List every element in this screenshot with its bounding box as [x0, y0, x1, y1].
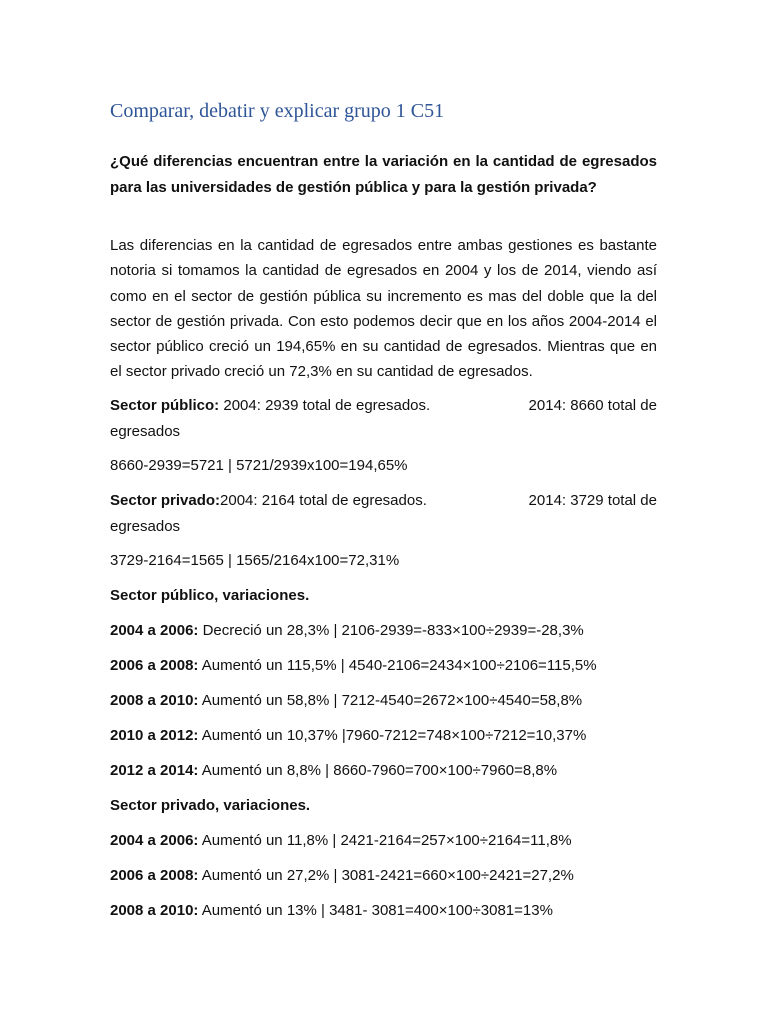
var-publico-row: 2010 a 2012: Aumentó un 10,37% |7960-7212=748×100÷7212=10,37%: [110, 727, 587, 744]
var-privado-heading: Sector privado, variaciones.: [110, 797, 311, 814]
privado-2014: 2014: 3729 total de: [528, 492, 657, 509]
question-text: ¿Qué diferencias encuentran entre la variación en la cantidad de egresados para las universidades de gestión pública y para la gestión privada?: [110, 153, 657, 196]
sector-privado-summary: [110, 491, 657, 537]
sector-publico-label: Sector público:: [110, 397, 220, 414]
answer-paragraph: Las diferencias en la cantidad de egresados entre ambas gestiones es bastante notoria si tomamos la cantidad de egresados en 2004 y los de 2014, viendo así como en el sector de gestión pública su incremento es mas del doble que la del sector de gestión privada. Con esto podemos decir que en los años 2004-2014 el sector público creció un 194,65% en su cantidad de egresados. Mientras que en el sector privado creció un 72,3% en su cantidad de egresados.: [110, 237, 657, 381]
var-publico-row: 2006 a 2008: Aumentó un 115,5% | 4540-2106=2434×100÷2106=115,5%: [110, 657, 597, 674]
var-privado-row: 2006 a 2008: Aumentó un 27,2% | 3081-2421=660×100÷2421=27,2%: [110, 867, 574, 884]
sector-publico-summary: [110, 396, 657, 442]
publico-2004: 2004: 2939 total de egresados.: [223, 397, 431, 414]
var-publico-row: 2004 a 2006: Decreció un 28,3% | 2106-2939=-833×100÷2939=-28,3%: [110, 622, 584, 639]
var-privado-row: 2008 a 2010: Aumentó un 13% | 3481- 3081=400×100÷3081=13%: [110, 902, 553, 919]
publico-continuation: egresados: [110, 423, 181, 440]
privado-continuation: egresados: [110, 518, 181, 535]
var-publico-heading: Sector público, variaciones.: [110, 587, 310, 604]
privado-2004: 2004: 2164 total de egresados.: [220, 492, 427, 509]
document-title: Comparar, debatir y explicar grupo 1 C51: [110, 100, 445, 122]
sector-privado-label: Sector privado:: [110, 492, 221, 509]
var-publico-row: 2008 a 2010: Aumentó un 58,8% | 7212-4540=2672×100÷4540=58,8%: [110, 692, 583, 709]
privado-calculation: 3729-2164=1565 | 1565/2164x100=72,31%: [110, 552, 400, 569]
publico-2014: 2014: 8660 total de: [528, 397, 657, 414]
var-publico-row: 2012 a 2014: Aumentó un 8,8% | 8660-7960=700×100÷7960=8,8%: [110, 762, 558, 779]
publico-calculation: 8660-2939=5721 | 5721/2939x100=194,65%: [110, 457, 408, 474]
var-privado-row: 2004 a 2006: Aumentó un 11,8% | 2421-2164=257×100÷2164=11,8%: [110, 832, 572, 849]
